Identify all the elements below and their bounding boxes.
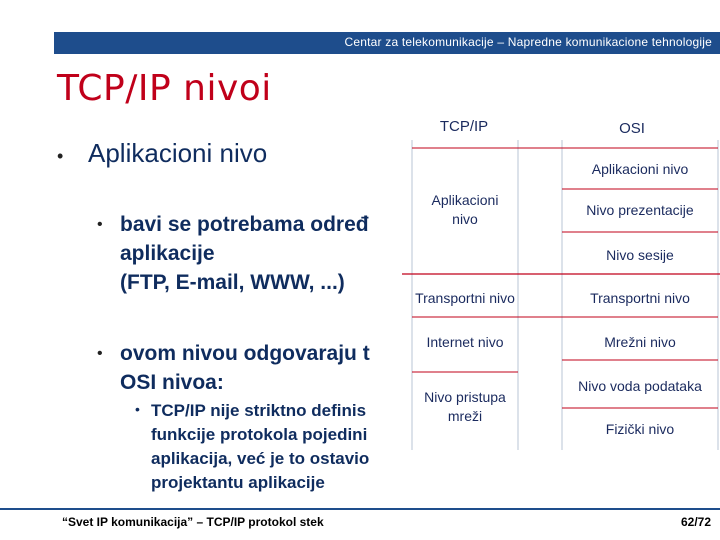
bullet-line: TCP/IP nije striktno definis (151, 401, 367, 420)
bullet-line: (FTP, E-mail, WWW, ...) (120, 271, 345, 294)
footer-presentation-title: “Svet IP komunikacija” – TCP/IP protokol stek (62, 515, 324, 529)
footer-divider (0, 508, 720, 510)
diagram-svg (402, 114, 720, 454)
slide-title: TCP/IP nivoi (57, 68, 272, 109)
tcpip-layer-label: Internet nivo (426, 334, 504, 350)
bullet-line: ovom nivou odgovaraju t (120, 342, 370, 365)
osi-layer-label: Nivo voda podataka (578, 378, 702, 394)
osi-header: OSI (619, 120, 645, 137)
bullet-marker: • (97, 345, 103, 362)
tcpip-layer-label: Nivo pristupa (424, 389, 506, 405)
tcpip-layer-label: Transportni nivo (415, 290, 515, 306)
tcpip-layer-label: Aplikacioni (431, 192, 499, 208)
bullet-line: aplikacija, već je to ostavio (151, 449, 370, 468)
osi-layer-label: Fizički nivo (605, 421, 675, 437)
bullet-marker: • (57, 146, 64, 166)
bullet-marker: • (97, 216, 103, 233)
osi-layer-label: Transportni nivo (590, 290, 690, 306)
bullet-applications-level: Aplikacioni nivo (88, 138, 268, 168)
bullet-line: funkcije protokola pojedini (151, 425, 368, 444)
tcpip-layer-label: mreži (447, 408, 483, 424)
osi-layer-label: Aplikacioni nivo (591, 161, 689, 177)
bullet-line: aplikacije (120, 242, 215, 265)
sub-bullet-marker: • (135, 401, 140, 417)
bullet-line: OSI nivoa: (120, 371, 224, 394)
osi-layer-label: Mrežni nivo (604, 334, 676, 350)
header-title: Centar za telekomunikacije – Napredne komunikacione tehnologije (344, 35, 712, 49)
osi-layer-label: Nivo prezentacije (586, 202, 694, 218)
bullet-line: bavi se potrebama određ (120, 213, 369, 236)
osi-layer-label: Nivo sesije (606, 247, 674, 263)
tcpip-layer-label: nivo (452, 211, 478, 227)
footer-page-number: 62/72 (681, 515, 712, 529)
tcpip-header: TCP/IP (439, 118, 489, 135)
header-bar (54, 32, 720, 54)
tcpip-osi-comparison-diagram (402, 114, 720, 454)
bullet-line: projektantu aplikacije (151, 473, 325, 492)
